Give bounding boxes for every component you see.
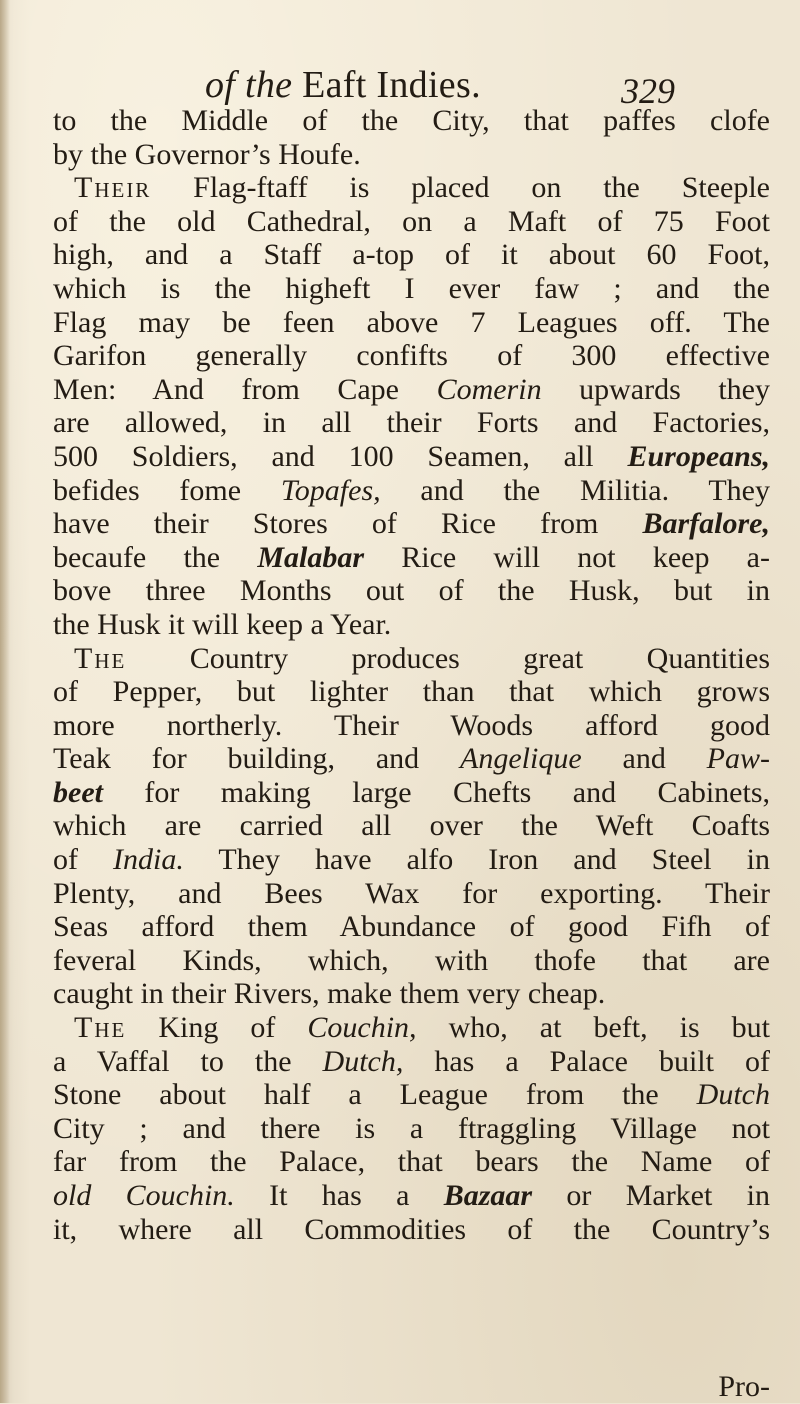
text-line: bove three Months out of the Husk, but in <box>53 574 770 608</box>
text-line: of Pepper, but lighter than that which grows <box>53 675 770 709</box>
text-line: Plenty, and Bees Wax for exporting. Their <box>53 876 770 910</box>
text-line: which is the higheft I ever faw ; and the <box>53 271 770 305</box>
text-line: to the Middle of the City, that paffes clofe <box>53 104 770 137</box>
paragraph-opening: The <box>74 641 127 675</box>
text-line: of India. They have alfo Iron and Steel in <box>53 843 770 877</box>
text-line: it, where all Commodities of the Country’s <box>53 1212 770 1246</box>
running-head-title: Eaft Indies. <box>302 64 481 106</box>
text-line: a Vaffal to the Dutch, has a Palace built of <box>53 1044 770 1078</box>
text-line: Garifon generally confifts of 300 effective <box>53 339 770 373</box>
running-head <box>205 62 481 108</box>
text-line: becaufe the Malabar Rice will not keep a- <box>53 540 770 574</box>
text-line: high, and a Staff a-top of it about 60 Foot, <box>53 238 770 272</box>
page-number: 329 <box>621 71 675 111</box>
text-line: The Country produces great Quantities <box>74 641 770 675</box>
text-line: Flag may be feen above 7 Leagues off. The <box>53 305 770 339</box>
text-line: have their Stores of Rice from Barfalore, <box>53 507 770 541</box>
text-line: old Couchin. It has a Bazaar or Market in <box>53 1179 770 1212</box>
text-line: beet for making large Chefts and Cabinets, <box>53 775 770 809</box>
text-line: Teak for building, and Angelique and Paw- <box>53 742 770 776</box>
text-line: of the old Cathedral, on a Maft of 75 Foot <box>53 204 770 238</box>
text-line: befides fome Topafes, and the Militia. They <box>53 473 771 507</box>
text-line: feveral Kinds, which, with thofe that are <box>53 943 770 977</box>
text-line: Stone about half a League from the Dutch <box>53 1078 770 1112</box>
text-line: Their Flag-ftaff is placed on the Steeple <box>74 171 770 205</box>
text-line: Seas afford them Abundance of good Fifh of <box>53 910 770 944</box>
text-line: Men: And from Cape Comerin upwards they <box>53 372 770 406</box>
text-line: more northerly. Their Woods afford good <box>53 708 770 742</box>
text-line: which are carried all over the Weft Coafts <box>53 809 770 843</box>
text-line: City ; and there is a ftraggling Village not <box>53 1111 770 1145</box>
paragraph-opening: The <box>74 1011 127 1045</box>
catchword: Pro- <box>718 1370 770 1403</box>
text-line: the Husk it will keep a Year. <box>53 607 392 641</box>
running-head-prefix: of the <box>205 64 293 106</box>
text-line: are allowed, in all their Forts and Factories, <box>53 406 770 440</box>
body-text <box>53 104 770 1246</box>
text-line: The King of Couchin, who, at beft, is but <box>74 1011 770 1045</box>
text-line: 500 Soldiers, and 100 Seamen, all Europeans, <box>53 439 770 473</box>
text-line: caught in their Rivers, make them very cheap. <box>53 977 606 1011</box>
text-line: by the Governor’s Houfe. <box>53 137 361 171</box>
page-gutter-shadow <box>0 0 10 1403</box>
text-line: far from the Palace, that bears the Name of <box>53 1145 770 1179</box>
paragraph-opening: Their <box>74 171 152 205</box>
